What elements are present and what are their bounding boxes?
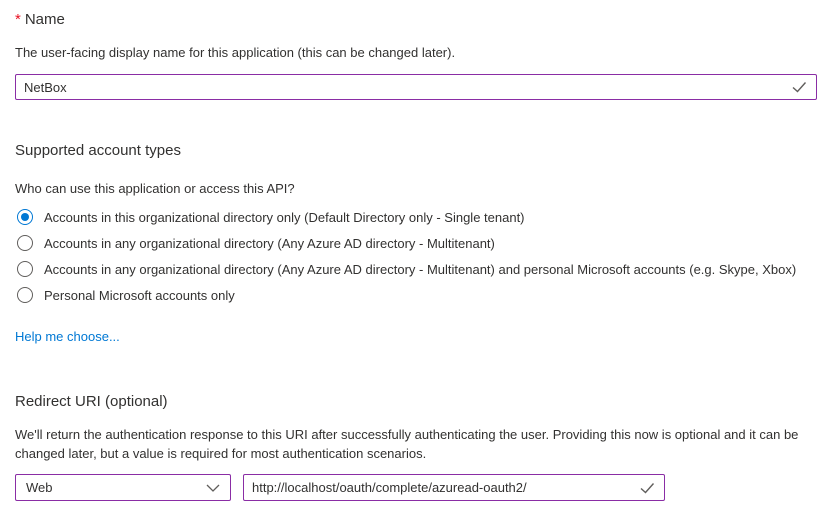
uri-field-wrap bbox=[243, 474, 665, 501]
name-label-text: Name bbox=[24, 11, 65, 28]
radio-button-icon bbox=[17, 209, 33, 225]
name-field-wrap bbox=[15, 74, 817, 100]
redirect-uri-input[interactable] bbox=[243, 474, 665, 501]
name-field-label bbox=[15, 10, 817, 30]
radio-single-tenant[interactable] bbox=[15, 204, 817, 230]
required-asterisk: * bbox=[15, 11, 21, 28]
radio-personal-only[interactable] bbox=[15, 282, 817, 308]
radio-label: Accounts in this organizational directory only (Default Directory only - Single tenant) bbox=[44, 209, 525, 225]
redirect-uri-description: We'll return the authentication response to this URI after successfully authenticating the user. Providing this now is optional and it can be changed later, but a value is required for most authentication scenarios. bbox=[15, 427, 799, 461]
account-types-radio-group bbox=[15, 204, 817, 308]
radio-button-icon bbox=[17, 235, 33, 251]
radio-label: Personal Microsoft accounts only bbox=[44, 287, 235, 303]
redirect-uri-title: Redirect URI (optional) bbox=[15, 393, 168, 410]
radio-button-icon bbox=[17, 261, 33, 277]
redirect-uri-row bbox=[15, 474, 817, 501]
platform-selected-value: Web bbox=[26, 480, 53, 495]
radio-label: Accounts in any organizational directory (Any Azure AD directory - Multitenant) and personal Microsoft accounts (e.g. Skype, Xbox) bbox=[44, 261, 797, 277]
radio-multitenant[interactable] bbox=[15, 230, 817, 256]
supported-account-types-title: Supported account types bbox=[15, 142, 181, 159]
radio-multitenant-personal[interactable] bbox=[15, 256, 817, 282]
account-types-question: Who can use this application or access this API? bbox=[15, 181, 295, 196]
radio-button-icon bbox=[17, 287, 33, 303]
platform-select-dropdown[interactable] bbox=[15, 474, 231, 501]
chevron-down-icon bbox=[206, 484, 220, 492]
help-me-choose-link[interactable]: Help me choose... bbox=[15, 329, 120, 344]
radio-label: Accounts in any organizational directory (Any Azure AD directory - Multitenant) bbox=[44, 235, 495, 251]
name-field-description: The user-facing display name for this application (this can be changed later). bbox=[15, 45, 456, 60]
name-input[interactable] bbox=[15, 74, 817, 100]
